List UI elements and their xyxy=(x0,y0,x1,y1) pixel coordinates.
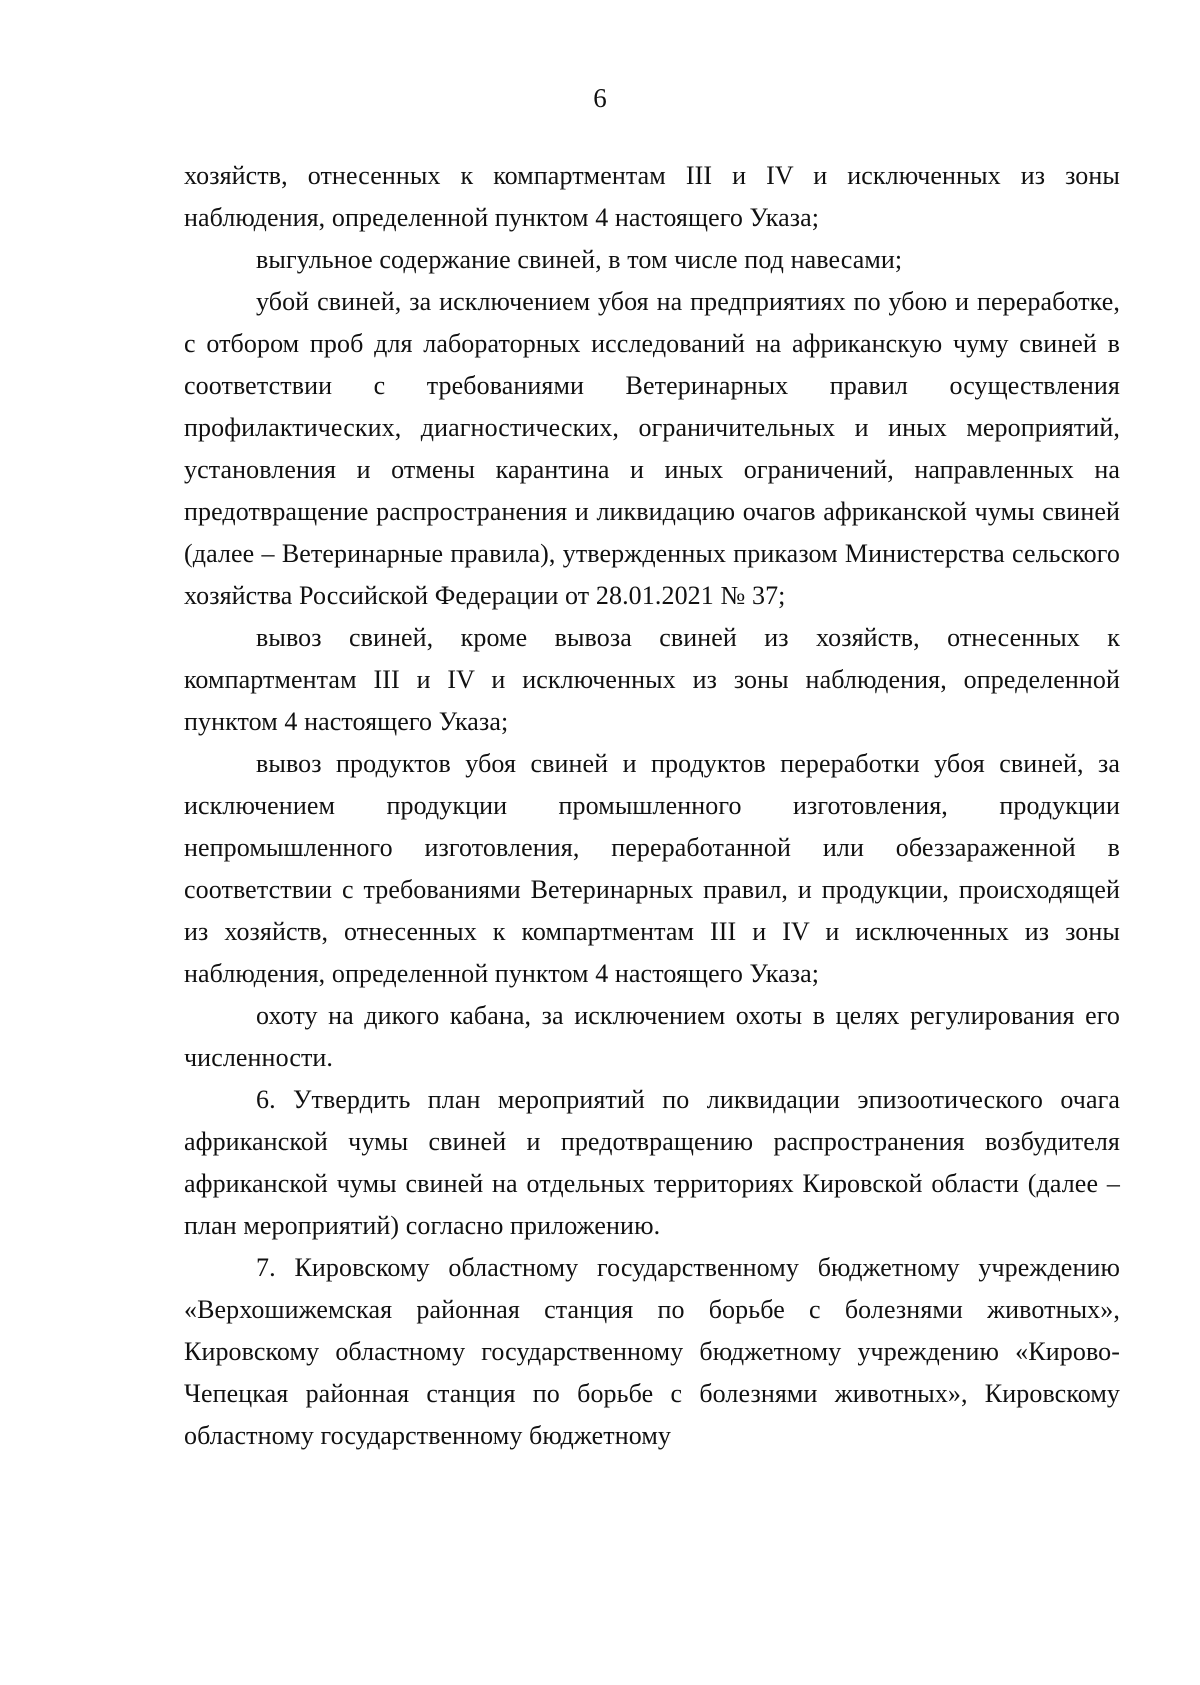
paragraph-continuation: хозяйств, отнесенных к компартментам III и IV и исключенных из зоны наблюдения, определенной пунктом 4 настоящего Указа; xyxy=(184,161,1120,232)
page-number: 6 xyxy=(593,83,607,113)
paragraph-item-7: 7. Кировскому областному государственному бюджетному учреждению «Верхошижемская районная станция по борьбе с болезнями животных», Кировскому областному государственному бюджетному учреждению «Кирово-Чепецкая районная станция по борьбе с болезнями животных», Кировскому областному государственному бюджетному xyxy=(184,1253,1120,1450)
paragraph-pig-export: вывоз свиней, кроме вывоза свиней из хозяйств, отнесенных к компартментам III и IV и исключенных из зоны наблюдения, определенной пунктом 4 настоящего Указа; xyxy=(184,623,1120,736)
paragraph-slaughter: убой свиней, за исключением убоя на предприятиях по убою и переработке, с отбором проб для лабораторных исследований на африканскую чуму свиней в соответствии с требованиями Ветеринарных правил осуществления профилактических, диагностических, ограничительных и иных мероприятий, установления и отмены карантина и иных ограничений, направленных на предотвращение распространения и ликвидацию очагов африканской чумы свиней (далее – Ветеринарные правила), утвержденных приказом Министерства сельского хозяйства Российской Федерации от 28.01.2021 № 37; xyxy=(184,287,1120,610)
document-body xyxy=(184,155,1120,1457)
paragraph-item-6: 6. Утвердить план мероприятий по ликвидации эпизоотического очага африканской чумы свиней и предотвращению распространения возбудителя африканской чумы свиней на отдельных территориях Кировской области (далее – план мероприятий) согласно приложению. xyxy=(184,1085,1120,1240)
paragraph-outdoor-keeping: выгульное содержание свиней, в том числе под навесами; xyxy=(256,245,903,274)
paragraph-products-export: вывоз продуктов убоя свиней и продуктов переработки убоя свиней, за исключением продукции промышленного изготовления, продукции непромышленного изготовления, переработанной или обеззараженной в соответствии с требованиями Ветеринарных правил, и продукции, происходящей из хозяйств, отнесенных к компартментам III и IV и исключенных из зоны наблюдения, определенной пунктом 4 настоящего Указа; xyxy=(184,749,1120,988)
paragraph-hunting: охоту на дикого кабана, за исключением охоты в целях регулирования его численности. xyxy=(184,1001,1120,1072)
